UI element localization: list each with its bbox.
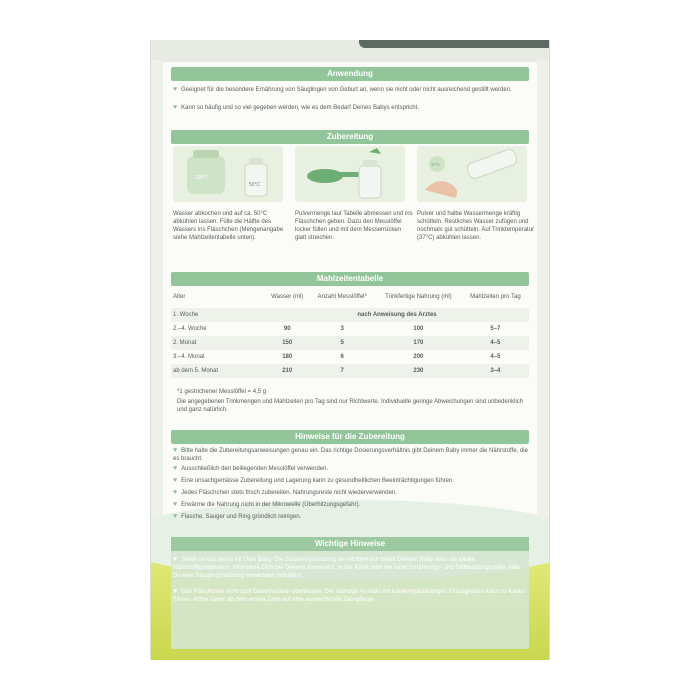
scoop-illustration (295, 146, 405, 202)
hinweise-item: ♥ Eine unsachgemässe Zubereitung und Lagerung kann zu gesundheitlichen Beeinträchtigungen führen. (173, 477, 455, 484)
shake-illustration (417, 146, 527, 202)
heart-icon: ♥ (173, 556, 178, 563)
step-2-text: Pulvermenge laut Tabelle abmessen und ins Fläschchen geben. Dazu den Messlöffel locker füllen und mit dem Messerrücken glatt streichen. (295, 211, 413, 241)
heart-icon: ♥ (173, 501, 178, 508)
package-flap (359, 40, 549, 48)
wichtig-item: ♥ Stillen ist das Beste für Dein Baby. Die Zusammensetzung der Muttermilch bietet Deinem Baby stets die ideale Nährstoffkombination. Informiere Dich bei Deinem Kinderarzt, in der Klinik oder bei einer Ernährungs- und Stillberatungsstelle, falls Du eine Säuglingsnahrung verwenden möchtest. (173, 556, 520, 579)
table-header-row: Alter Wasser (ml) Anzahl Messlöffel* Trinkfertige Nahrung (ml) Mahlzeiten pro Tag (173, 294, 521, 300)
heart-icon: ♥ (173, 588, 178, 595)
table-row: 2.–4. Woche 90 3 100 5–7 (173, 326, 501, 332)
step-1-text: Wasser abkochen und auf ca. 50°C abkühlen lassen. Fülle die Hälfte des Wassers ins Fläschchen (Mengenangabe siehe Mahlzeitentabelle unten). (173, 211, 284, 241)
heart-icon: ♥ (173, 465, 178, 472)
heart-icon: ♥ (173, 513, 178, 520)
wichtig-item: ♥ Das Fläschchen nicht zum Dauernuckeln überlassen. Der ständige Kontakt mit kohlenhydrathaltigen Flüssigkeiten kann zu Karies führen. Achte daher ab dem ersten Zahn auf eine ausreichende Zahnpflege. (173, 588, 526, 603)
hinweise-item: ♥ Flasche, Sauger und Ring gründlich reinigen. (173, 513, 302, 520)
heart-icon: ♥ (173, 489, 178, 496)
heart-icon: ♥ (173, 447, 178, 454)
table-note: Die angegebenen Trinkmengen und Mahlzeiten pro Tag sind nur Richtwerte. Individuelle geringe Abweichungen sind unbedenklich und ganz natürlich. (177, 399, 524, 413)
anwendung-header: Anwendung (171, 67, 529, 81)
hinweise-item: ♥ Erwärme die Nahrung nicht in der Mikrowelle (Überhitzungsgefahr). (173, 501, 361, 508)
hinweise-item: ♥ Bitte halte die Zubereitungsanweisungen genau ein. Das richtige Dosierungsverhältnis gibt Deinem Baby immer die Nährstoffe, die es braucht. (173, 447, 528, 462)
hinweise-header: Hinweise für die Zubereitung (171, 430, 529, 444)
table-footnote: *1 gestrichener Messlöffel = 4,5 g (177, 389, 267, 395)
table-row: ab dem 5. Monat 210 7 230 3–4 (171, 364, 529, 378)
temp-label: 50°C (249, 182, 261, 188)
wichtig-header: Wichtige Hinweise (171, 537, 529, 551)
tabelle-header: Mahlzeitentabelle (171, 272, 529, 286)
hinweise-item: ♥ Ausschließlich den beiliegenden Messlöffel verwenden. (173, 465, 329, 472)
table-row: 3.–4. Monat 180 6 200 4–5 (173, 354, 501, 360)
package-back (150, 40, 550, 660)
feeding-table (171, 286, 529, 378)
hinweise-item: ♥ Jedes Fläschchen stets frisch zubereiten. Nahrungsreste nicht wiederverwenden. (173, 489, 397, 496)
anwendung-item: ♥ Kann so häufig und so viel gegeben werden, wie es dem Bedarf Deines Babys entspricht. (173, 104, 419, 111)
anwendung-item: ♥ Geeignet für die besondere Ernährung von Säuglingen von Geburt an, wenn sie nicht oder nicht ausreichend gestillt werden. (173, 86, 512, 93)
zubereitung-header: Zubereitung (171, 130, 529, 144)
temp-label: 37°C (431, 162, 440, 167)
table-row: 1. Woche nach Anweisung des Arztes (171, 308, 529, 322)
heart-icon: ♥ (173, 86, 178, 93)
temp-label: 100°C (195, 175, 209, 181)
kettle-illustration (173, 146, 283, 202)
heart-icon: ♥ (173, 104, 178, 111)
heart-icon: ♥ (173, 477, 178, 484)
table-row: 2. Monat 150 5 170 4–5 (171, 336, 529, 350)
step-3-text: Pulver und halbe Wassermenge kräftig schütteln. Restliches Wasser zufügen und nochmals gut schütteln. Auf Trinktemperatur (37°C) abkühlen lassen. (417, 211, 535, 241)
